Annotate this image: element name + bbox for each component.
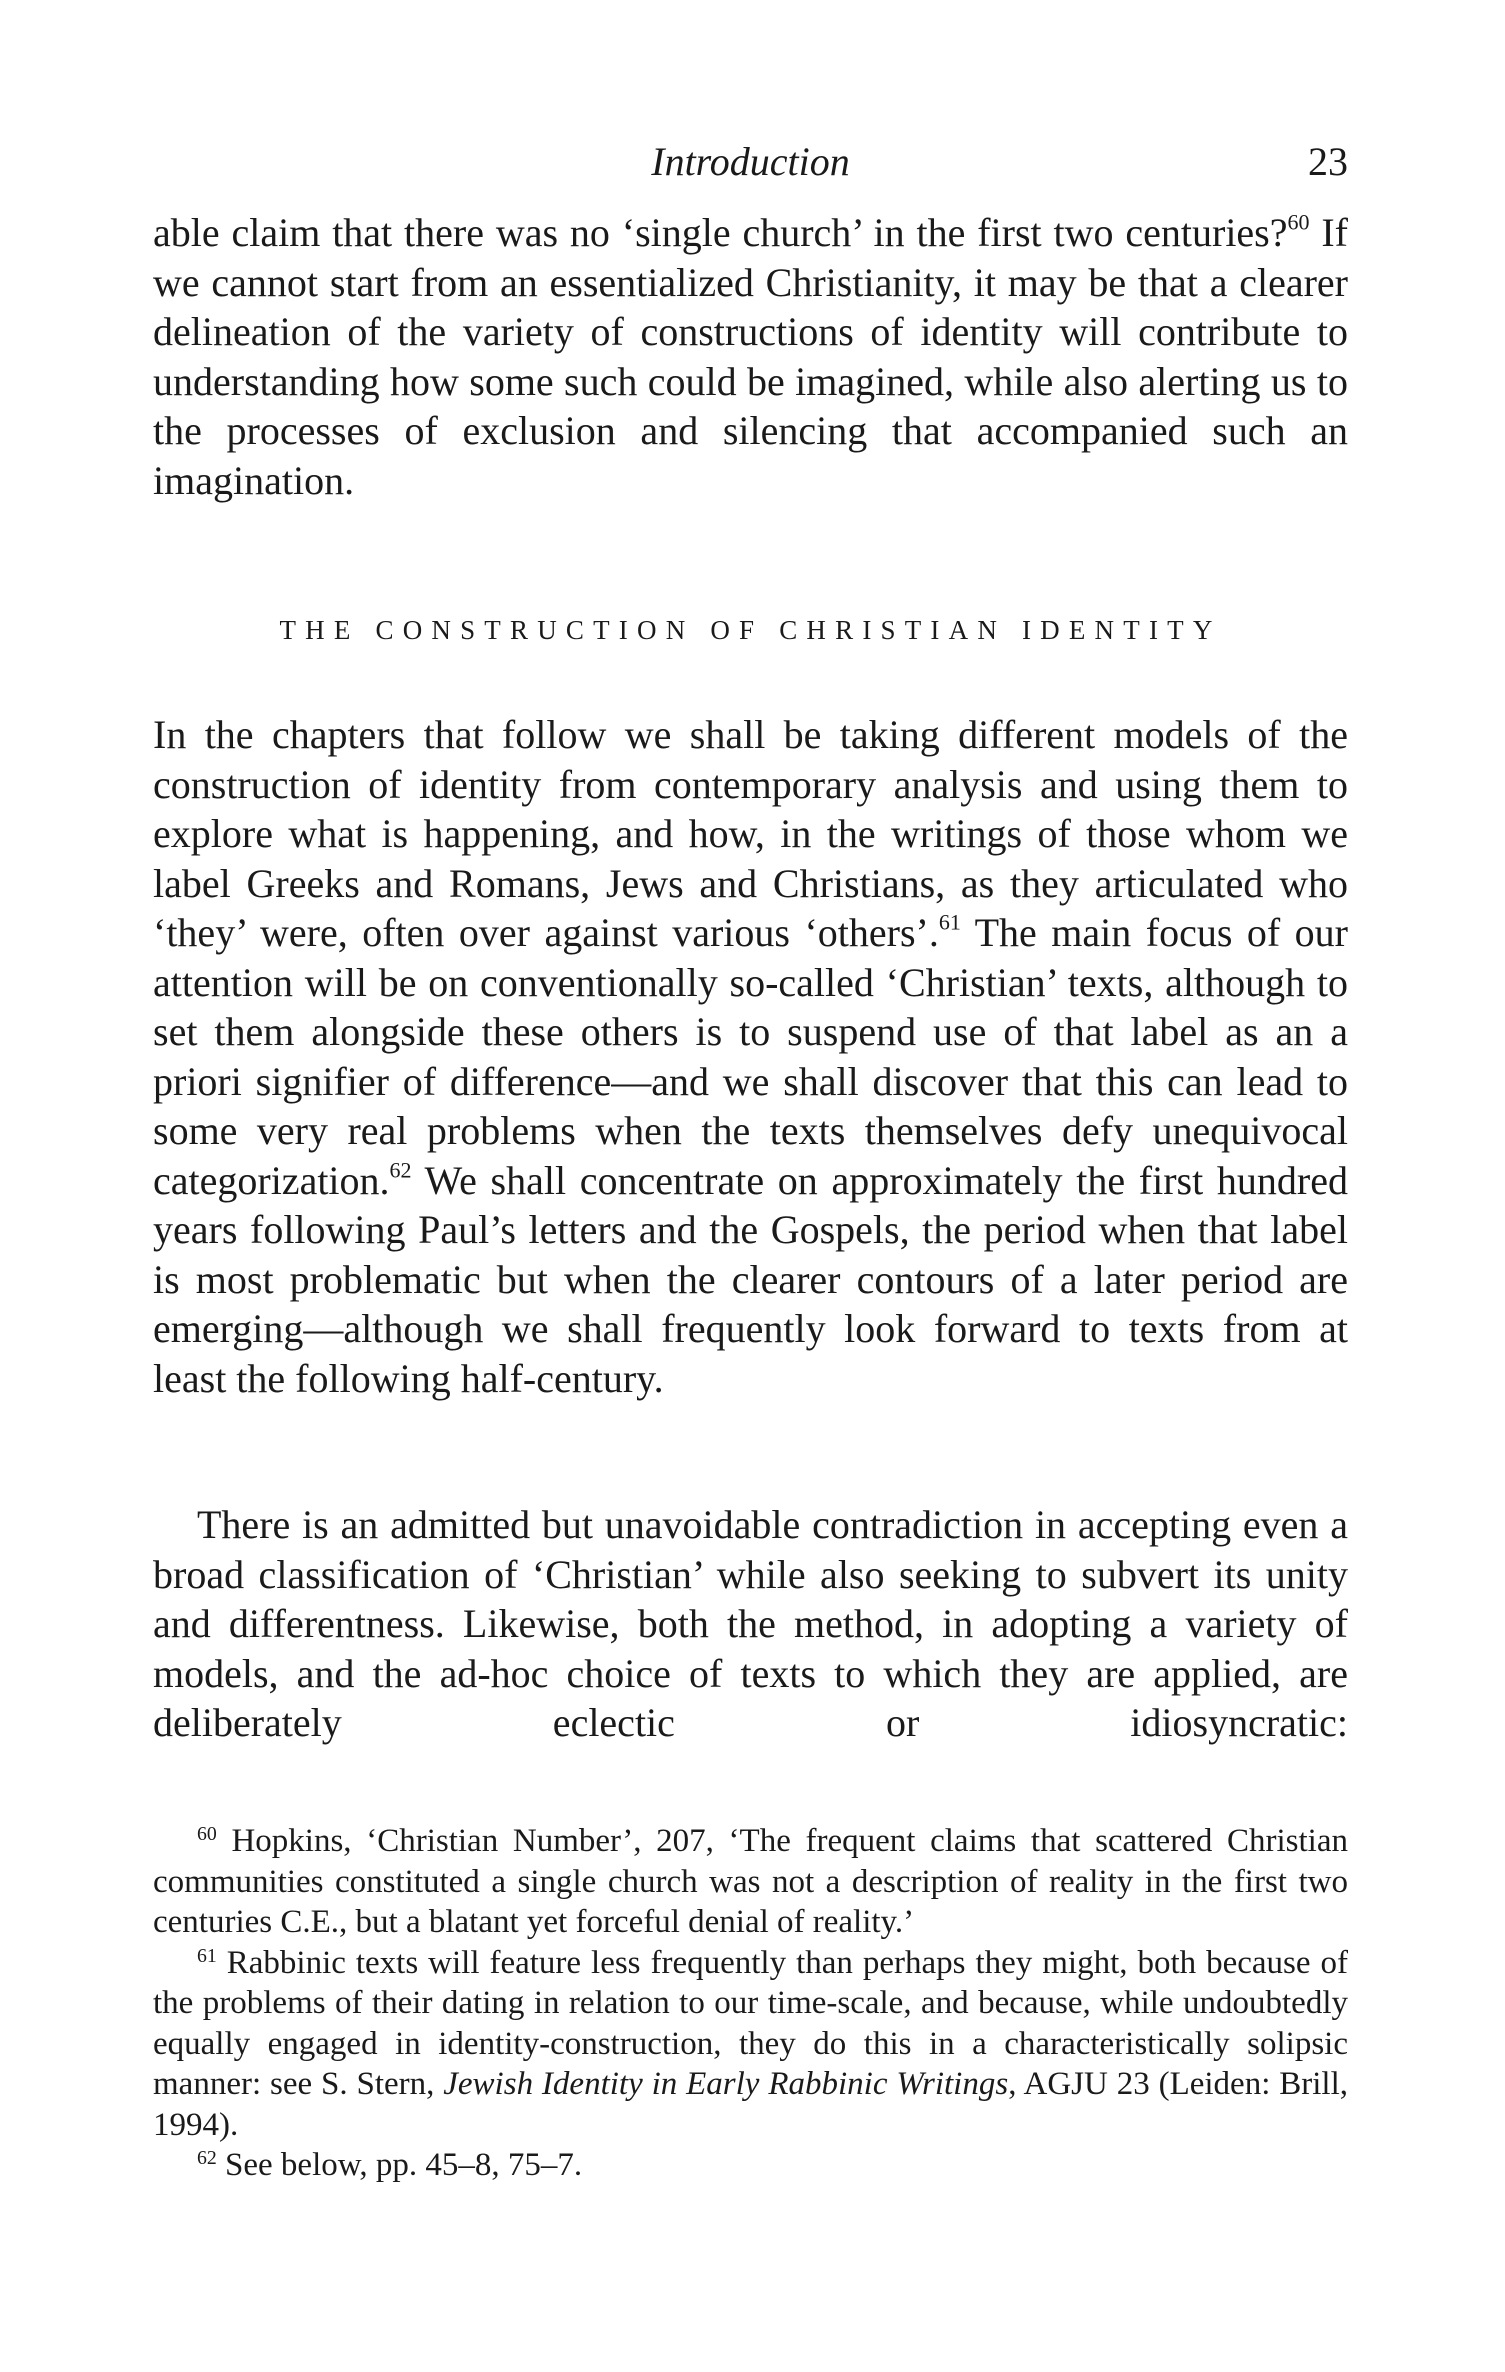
running-head-title: Introduction bbox=[651, 139, 850, 184]
footnote-marker: 62 bbox=[197, 2147, 217, 2170]
footnote-ref-61[interactable]: 61 bbox=[938, 909, 961, 935]
footnote-ref-60[interactable]: 60 bbox=[1287, 209, 1310, 235]
paragraph-text: There is an admitted but unavoidable contradiction in accepting even a broad classification of ‘Christian’ while also seeking to subvert its unity and differentness. Likewise, both the method, in adopting a variety of models, and the ad-hoc choice of texts to which they are applied, are deliberately eclectic or idiosyncratic: bbox=[153, 1502, 1348, 1745]
page-number: 23 bbox=[1308, 139, 1348, 184]
footnote-62 bbox=[153, 2145, 1348, 2186]
footnote-60 bbox=[153, 1821, 1348, 1943]
footnote-61 bbox=[153, 1943, 1348, 2146]
footnotes bbox=[153, 1821, 1348, 2186]
footnote-text: See below, pp. 45–8, 75–7. bbox=[216, 2147, 583, 2183]
paragraph-continuation bbox=[153, 208, 1348, 505]
paragraph-text: able claim that there was no ‘single church’ in the first two centuries? bbox=[153, 210, 1288, 255]
paragraph-construction-identity bbox=[153, 710, 1348, 1403]
footnote-ref-62[interactable]: 62 bbox=[389, 1157, 412, 1182]
paragraph-text: We shall concentrate on approximately the first hundred years following Paul’s letters and the Gospels, the period when that label is most problematic but when the clearer contours of a later period are emerging—although we shall frequently look forward to texts from at least the following half-century. bbox=[153, 1157, 1348, 1401]
footnote-text: Hopkins, ‘Christian Number’, 207, ‘The frequent claims that scattered Christian communities constituted a single church was not a description of reality in the first two centuries C.E., but a blatant yet forceful denial of reality.’ bbox=[153, 1823, 1348, 1940]
footnote-text: Rabbinic texts will feature less frequently than perhaps they might, both because of the problems of their dating in relation to our time-scale, and because, while undoubtedly equally engaged in identity-construction, they do this in a characteristically solipsic manner: see S. Stern, bbox=[153, 1944, 1348, 2102]
section-heading: THE CONSTRUCTION OF CHRISTIAN IDENTITY bbox=[279, 615, 1222, 645]
footnote-marker: 60 bbox=[197, 1823, 217, 1846]
book-title: Jewish Identity in Early Rabbinic Writings bbox=[443, 2066, 1009, 2102]
footnote-text: , AGJU 23 (Leiden: Brill, 1994). bbox=[153, 2066, 1348, 2143]
footnote-marker: 61 bbox=[197, 1944, 217, 1967]
paragraph-text: If we cannot start from an essentialized Christianity, it may be that a clearer delineation of the variety of constructions of identity will contribute to understanding how some such could be imagined, while also alerting us to the processes of exclusion and silencing that accompanied such an imagination. bbox=[153, 210, 1348, 503]
paragraph-text: The main focus of our attention will be on conventionally so-called ‘Christian’ texts, although to set them alongside these others is to suspend use of that label as an a priori signifier of difference—and we shall discover that this can lead to some very real problems when the texts themselves defy unequivocal categorization. bbox=[153, 910, 1348, 1203]
running-head bbox=[153, 138, 1348, 198]
paragraph-text: In the chapters that follow we shall be taking different models of the construction of identity from contemporary analysis and using them to explore what is happening, and how, in the writings of those whom we label Greeks and Romans, Jews and Christians, as they articulated who ‘they’ were, often over against various ‘others’. bbox=[153, 712, 1348, 955]
paragraph-contradiction bbox=[153, 1500, 1348, 1748]
